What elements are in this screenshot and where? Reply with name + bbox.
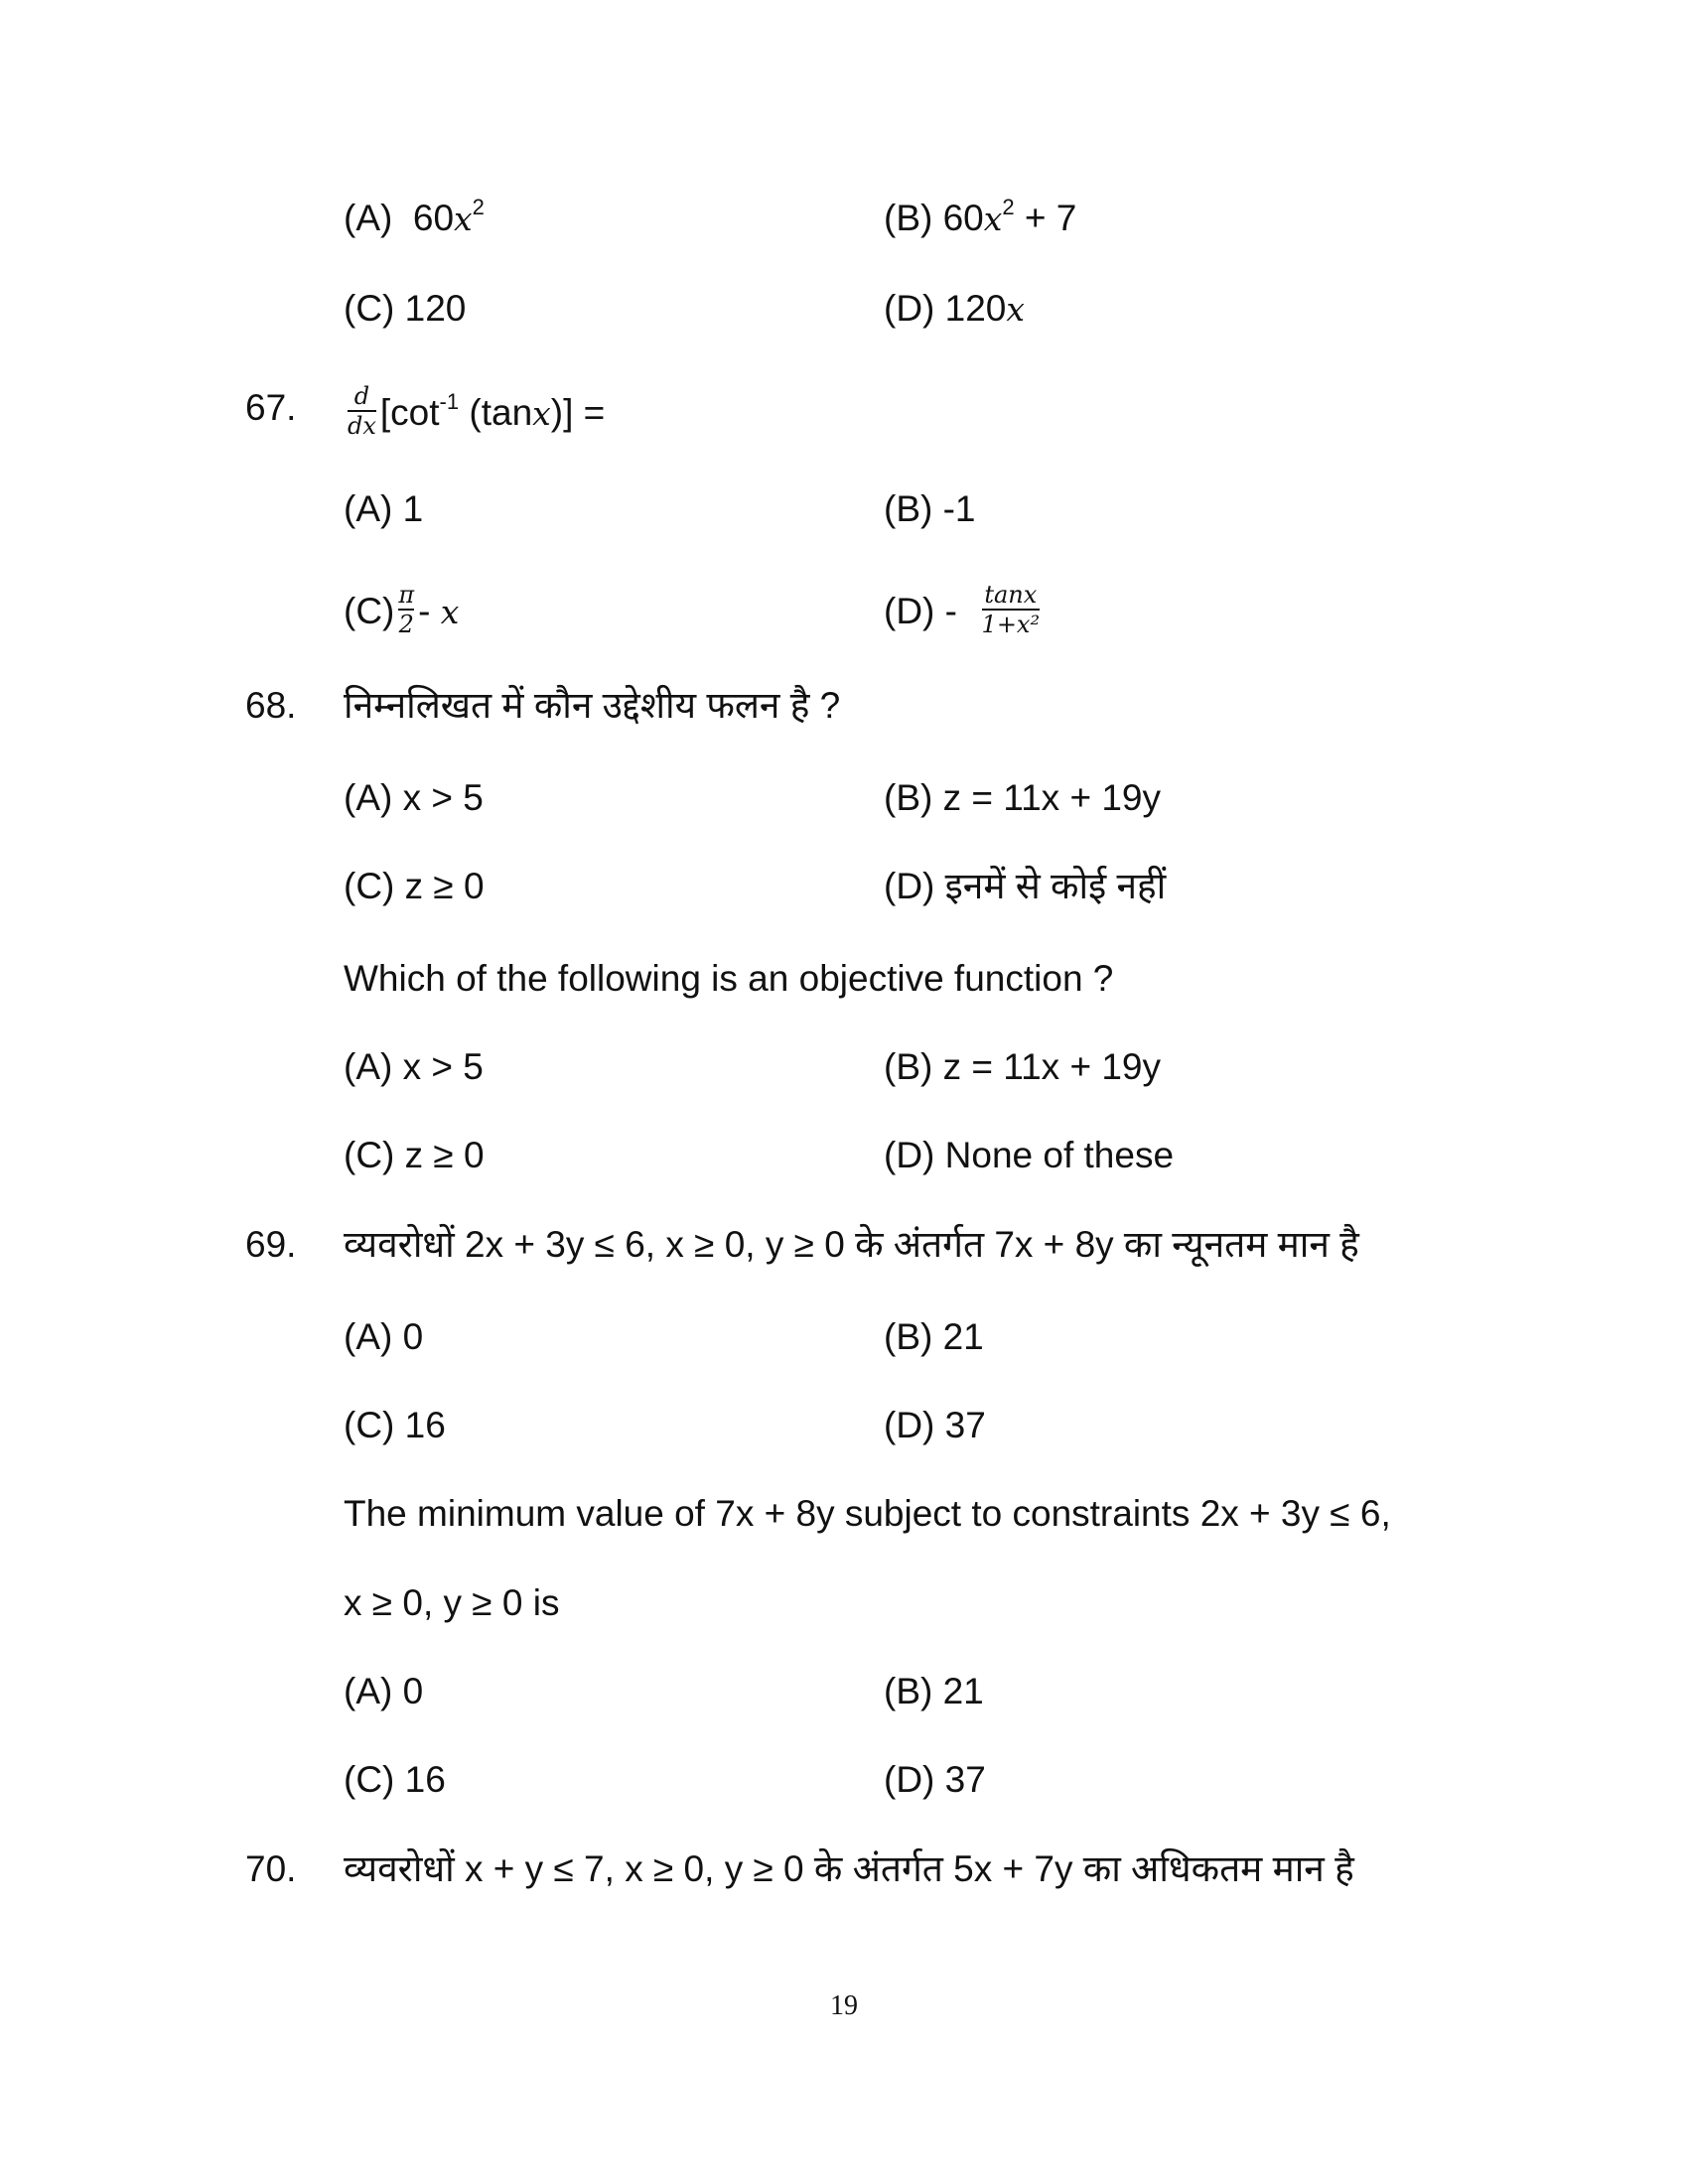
q68-english-option-b: (B) z = 11x + 19y [884,1046,1161,1087]
option-text: 1 [402,488,424,529]
q68-hindi-option-c: (C) z ≥ 0 [344,866,485,906]
q66-option-b [884,197,1076,245]
q70-hindi-stem: व्यवरोधों x + y ≤ 7, x ≥ 0, y ≥ 0 के अंतर्गत 5x + 7y का अधिकतम मान है [344,1848,1354,1889]
option-label: (C) [344,590,395,631]
q66-option-a [344,197,485,245]
stem-text: (tan [459,391,533,433]
option-label: (A) [344,488,393,529]
q68-english-stem: Which of the following is an objective function ? [344,958,1114,999]
pi-over-2-fraction [398,581,414,638]
option-tail: + 7 [1014,198,1077,238]
q68-hindi-option-d: (D) इनमें से कोई नहीं [884,866,1167,906]
option-text: - [418,590,441,631]
frac-denominator: 1+x² [981,611,1041,638]
q69-hindi-option-a: (A) 0 [344,1316,424,1357]
frac-numerator: tanx [984,581,1038,609]
math-var: x [983,200,1003,238]
option-label: (A) [344,198,393,238]
math-var: x [1006,290,1026,329]
question-number-67: 67. [245,387,297,428]
question-number-70: 70. [245,1848,297,1889]
frac-denominator: dx [348,412,376,440]
q68-english-option-c: (C) z ≥ 0 [344,1135,485,1175]
q67-option-c [344,581,460,642]
option-text: 120 [944,288,1007,329]
question-number-68: 68. [245,685,297,726]
q66-option-d [884,287,1025,332]
option-label: (D) [884,590,935,631]
option-label: (D) [884,288,935,329]
q67-option-d [884,581,1044,642]
stem-text: )] = [550,391,606,433]
option-text: 60 [412,198,455,238]
math-var: x [454,200,473,238]
q69-english-option-c: (C) 16 [344,1759,446,1800]
q69-hindi-option-d: (D) 37 [884,1405,986,1445]
option-text: -1 [942,488,976,529]
option-text: 60 [942,198,984,238]
tan-fraction [982,581,1041,638]
question-number-69: 69. [245,1224,297,1265]
q67-option-a [344,487,423,531]
option-text: 120 [404,288,467,329]
q69-english-option-b: (B) 21 [884,1671,984,1711]
q69-english-stem-line1: The minimum value of 7x + 8y subject to constraints 2x + 3y ≤ 6, [344,1493,1391,1534]
math-var: x [532,393,551,433]
q66-option-c [344,287,466,331]
superscript: -1 [439,388,460,414]
frac-denominator: 2 [398,611,414,638]
frac-numerator: π [398,581,415,609]
q69-english-option-a: (A) 0 [344,1671,424,1711]
q68-english-option-a: (A) x > 5 [344,1046,484,1087]
option-label: (B) [884,488,933,529]
q68-hindi-option-a: (A) x > 5 [344,777,484,818]
stem-text: [cot [379,391,440,433]
option-text: - [944,590,968,631]
superscript: 2 [1002,195,1015,219]
q69-hindi-stem: व्यवरोधों 2x + 3y ≤ 6, x ≥ 0, y ≥ 0 के अंतर्गत 7x + 8y का न्यूनतम मान है [344,1224,1359,1265]
q69-hindi-option-b: (B) 21 [884,1316,984,1357]
q69-hindi-option-c: (C) 16 [344,1405,446,1445]
page-number: 19 [830,1990,858,2021]
q67-stem [344,382,606,444]
q68-english-option-d: (D) None of these [884,1135,1175,1175]
derivative-fraction [348,382,376,440]
math-var: x [440,592,460,631]
q69-english-stem-line2: x ≥ 0, y ≥ 0 is [344,1582,560,1623]
superscript: 2 [472,195,485,219]
option-label: (B) [884,198,933,238]
option-label: (C) [344,288,395,329]
q68-hindi-option-b: (B) z = 11x + 19y [884,777,1161,818]
q68-hindi-stem: निम्नलिखत में कौन उद्देशीय फलन है ? [344,685,841,726]
q67-option-b [884,487,976,531]
frac-numerator: d [353,382,370,410]
q69-english-option-d: (D) 37 [884,1759,986,1800]
